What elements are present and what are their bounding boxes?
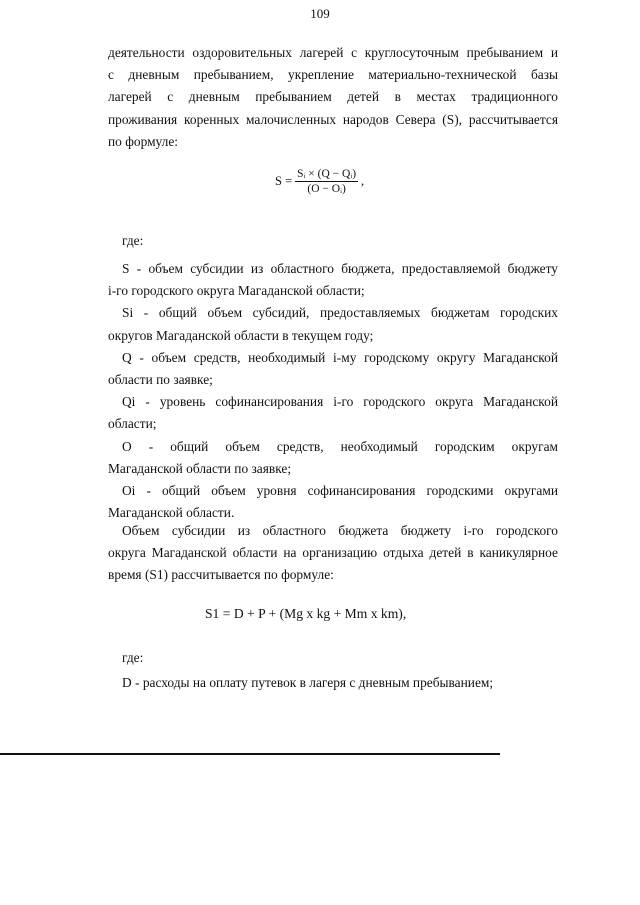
text-line: по формуле: xyxy=(108,133,178,149)
paragraph-s1 xyxy=(108,520,558,587)
definition-item xyxy=(108,391,558,435)
text-line: Qi - уровень софинансирования i-го городского округа Магаданской xyxy=(122,394,558,410)
subsidy-formula xyxy=(275,168,364,195)
text-line: D - расходы на оплату путевок в лагеря с дневным пребыванием; xyxy=(122,675,494,690)
text-line: с дневным пребыванием, укрепление материально-технической базы xyxy=(108,67,558,83)
text-line: O - общий объем средств, необходимый городским округам xyxy=(122,438,558,454)
definition-item xyxy=(108,302,558,346)
formula-numerator: Sᵢ × (Q − Qᵢ) xyxy=(297,168,357,180)
text-line: лагерей с дневным пребыванием детей в местах традиционного xyxy=(108,89,558,105)
text-line: Si - общий объем субсидий, предоставляемых бюджетам городских xyxy=(122,305,558,321)
text-line: области по заявке; xyxy=(108,372,213,388)
text-line: S - объем субсидии из областного бюджета, предоставляемой бюджету xyxy=(122,261,558,276)
text-line: i-го городского округа Магаданской области; xyxy=(108,283,365,299)
definition-item xyxy=(108,347,558,391)
where-label: где: xyxy=(122,233,144,248)
footer-rule xyxy=(0,753,500,755)
text-line: Q - объем средств, необходимый i-му городскому округу Магаданской xyxy=(122,349,558,365)
text-line: деятельности оздоровительных лагерей с круглосуточным пребыванием и xyxy=(108,45,558,60)
page-number: 109 xyxy=(310,6,330,21)
text-line: Магаданской области. xyxy=(108,505,235,521)
text-line: Oi - общий объем уровня софинансирования городскими округами xyxy=(122,483,558,499)
intro-paragraph xyxy=(108,42,558,153)
definition-item xyxy=(108,436,558,480)
text-line: время (S1) рассчитывается по формуле: xyxy=(108,567,334,583)
definition-d xyxy=(108,672,558,694)
text-line: Магаданской области по заявке; xyxy=(108,460,292,476)
definition-item xyxy=(108,258,558,302)
text-line: проживания коренных малочисленных народов Севера (S), рассчитывается xyxy=(108,111,558,127)
where-label: где: xyxy=(122,650,144,665)
text-line: округов Магаданской области в текущем году; xyxy=(108,327,374,343)
definitions-list xyxy=(108,258,558,524)
text-line: округа Магаданской области на организацию отдыха детей в каникулярное xyxy=(108,545,558,561)
text-line: области; xyxy=(108,416,157,432)
s1-formula: S1 = D + P + (Mg x kg + Mm x km), xyxy=(205,606,407,621)
formula-tail: , xyxy=(361,174,365,188)
formula-lhs: S = xyxy=(275,174,293,188)
formula-fraction xyxy=(295,168,358,195)
definition-item xyxy=(108,480,558,524)
text-line: Объем субсидии из областного бюджета бюджету i-го городского xyxy=(122,523,558,538)
formula-denominator: (O − Oᵢ) xyxy=(307,183,346,195)
